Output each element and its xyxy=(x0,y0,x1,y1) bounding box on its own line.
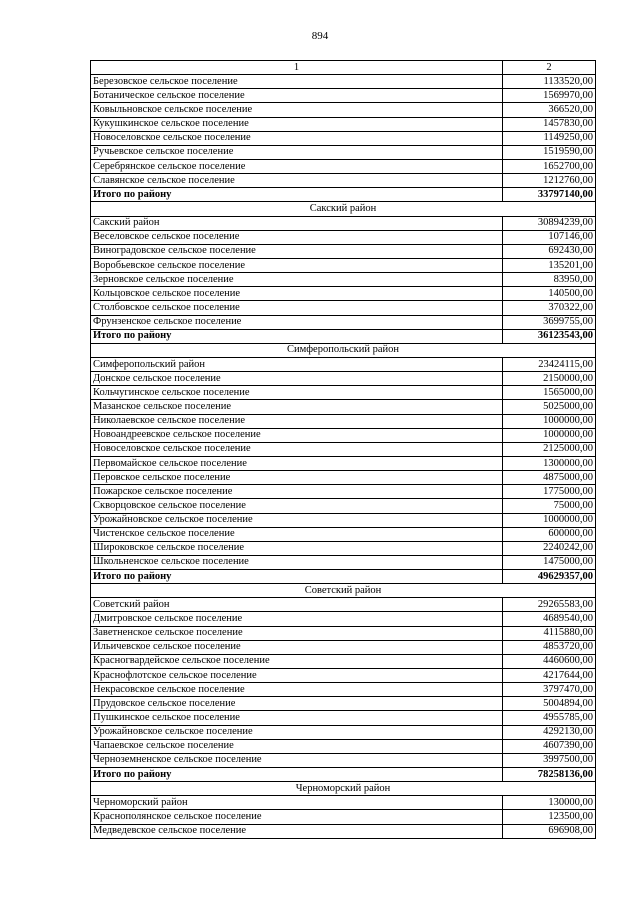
settlement-name: Кукушкинское сельское поселение xyxy=(91,117,503,131)
amount: 123500,00 xyxy=(503,810,596,824)
amount: 3997500,00 xyxy=(503,753,596,767)
amount: 1149250,00 xyxy=(503,131,596,145)
table-row xyxy=(91,273,596,287)
settlement-name: Ручьевское сельское поселение xyxy=(91,145,503,159)
table-row xyxy=(91,372,596,386)
table-row xyxy=(91,145,596,159)
table-row xyxy=(91,244,596,258)
amount: 4853720,00 xyxy=(503,640,596,654)
table-row xyxy=(91,810,596,824)
amount: 140500,00 xyxy=(503,287,596,301)
table-body xyxy=(91,61,596,839)
table-row xyxy=(91,258,596,272)
amount: 4460600,00 xyxy=(503,654,596,668)
table-row xyxy=(91,442,596,456)
amount: 83950,00 xyxy=(503,273,596,287)
amount: 29265583,00 xyxy=(503,598,596,612)
amount: 1775000,00 xyxy=(503,485,596,499)
table-row xyxy=(91,287,596,301)
amount: 1000000,00 xyxy=(503,414,596,428)
table-row xyxy=(91,527,596,541)
settlement-name: Красногвардейское сельское поселение xyxy=(91,654,503,668)
district-heading-row xyxy=(91,782,596,796)
header-col-2: 2 xyxy=(503,61,596,75)
total-label: Итого по району xyxy=(91,768,503,782)
amount: 1000000,00 xyxy=(503,513,596,527)
settlement-name: Прудовское сельское поселение xyxy=(91,697,503,711)
table-row xyxy=(91,131,596,145)
settlement-name: Донское сельское поселение xyxy=(91,372,503,386)
amount: 4292130,00 xyxy=(503,725,596,739)
amount: 4689540,00 xyxy=(503,612,596,626)
amount: 3797470,00 xyxy=(503,683,596,697)
table-row xyxy=(91,626,596,640)
settlement-name: Воробьевское сельское поселение xyxy=(91,258,503,272)
amount: 2150000,00 xyxy=(503,372,596,386)
amount: 130000,00 xyxy=(503,796,596,810)
settlement-name: Николаевское сельское поселение xyxy=(91,414,503,428)
total-label: Итого по району xyxy=(91,329,503,343)
total-label: Итого по району xyxy=(91,570,503,584)
settlement-name: Ботаническое сельское поселение xyxy=(91,89,503,103)
table-row xyxy=(91,315,596,329)
district-total-row xyxy=(91,570,596,584)
settlement-name: Веселовское сельское поселение xyxy=(91,230,503,244)
table-row xyxy=(91,796,596,810)
amount: 1300000,00 xyxy=(503,456,596,470)
table-row xyxy=(91,386,596,400)
amount: 30894239,00 xyxy=(503,216,596,230)
settlement-name: Новоандреевское сельское поселение xyxy=(91,428,503,442)
amount: 75000,00 xyxy=(503,499,596,513)
settlement-name: Черноземненское сельское поселение xyxy=(91,753,503,767)
settlement-name: Урожайновское сельское поселение xyxy=(91,725,503,739)
table-row xyxy=(91,555,596,569)
table-row xyxy=(91,428,596,442)
table-row xyxy=(91,697,596,711)
settlement-name: Ковыльновское сельское поселение xyxy=(91,103,503,117)
settlement-name: Ильичевское сельское поселение xyxy=(91,640,503,654)
amount: 1212760,00 xyxy=(503,174,596,188)
table-row xyxy=(91,824,596,838)
table-row xyxy=(91,669,596,683)
table-row xyxy=(91,159,596,173)
settlement-name: Чапаевское сельское поселение xyxy=(91,739,503,753)
table-row xyxy=(91,230,596,244)
table-row xyxy=(91,75,596,89)
settlement-name: Сакский район xyxy=(91,216,503,230)
district-total-row xyxy=(91,768,596,782)
amount: 4217644,00 xyxy=(503,669,596,683)
amount: 366520,00 xyxy=(503,103,596,117)
amount: 5025000,00 xyxy=(503,400,596,414)
page-number: 894 xyxy=(311,30,329,42)
amount: 2125000,00 xyxy=(503,442,596,456)
amount: 1565000,00 xyxy=(503,386,596,400)
table-row xyxy=(91,654,596,668)
total-amount: 49629357,00 xyxy=(503,570,596,584)
budget-table xyxy=(90,60,596,839)
amount: 2240242,00 xyxy=(503,541,596,555)
district-total-row xyxy=(91,188,596,202)
amount: 4955785,00 xyxy=(503,711,596,725)
settlement-name: Краснофлотское сельское поселение xyxy=(91,669,503,683)
settlement-name: Зерновское сельское поселение xyxy=(91,273,503,287)
amount: 600000,00 xyxy=(503,527,596,541)
table-row xyxy=(91,471,596,485)
settlement-name: Новоселовское сельское поселение xyxy=(91,131,503,145)
district-heading-row xyxy=(91,584,596,598)
table-row xyxy=(91,103,596,117)
table-row xyxy=(91,216,596,230)
header-row xyxy=(91,61,596,75)
settlement-name: Столбовское сельское поселение xyxy=(91,301,503,315)
settlement-name: Заветненское сельское поселение xyxy=(91,626,503,640)
settlement-name: Первомайское сельское поселение xyxy=(91,456,503,470)
amount: 107146,00 xyxy=(503,230,596,244)
table-row xyxy=(91,598,596,612)
settlement-name: Краснополянское сельское поселение xyxy=(91,810,503,824)
table-row xyxy=(91,357,596,371)
settlement-name: Кольчугинское сельское поселение xyxy=(91,386,503,400)
district-total-row xyxy=(91,329,596,343)
district-heading: Сакский район xyxy=(91,202,596,216)
table-row xyxy=(91,174,596,188)
amount: 4607390,00 xyxy=(503,739,596,753)
settlement-name: Пожарское сельское поселение xyxy=(91,485,503,499)
district-heading-row xyxy=(91,343,596,357)
district-heading: Симферопольский район xyxy=(91,343,596,357)
amount: 1000000,00 xyxy=(503,428,596,442)
settlement-name: Симферопольский район xyxy=(91,357,503,371)
settlement-name: Широковское сельское поселение xyxy=(91,541,503,555)
settlement-name: Березовское сельское поселение xyxy=(91,75,503,89)
total-amount: 78258136,00 xyxy=(503,768,596,782)
settlement-name: Виноградовское сельское поселение xyxy=(91,244,503,258)
table-row xyxy=(91,513,596,527)
table-row xyxy=(91,541,596,555)
amount: 1652700,00 xyxy=(503,159,596,173)
settlement-name: Черноморский район xyxy=(91,796,503,810)
settlement-name: Советский район xyxy=(91,598,503,612)
table-row xyxy=(91,753,596,767)
settlement-name: Серебрянское сельское поселение xyxy=(91,159,503,173)
settlement-name: Чистенское сельское поселение xyxy=(91,527,503,541)
table-row xyxy=(91,725,596,739)
amount: 1519590,00 xyxy=(503,145,596,159)
settlement-name: Кольцовское сельское поселение xyxy=(91,287,503,301)
table-row xyxy=(91,400,596,414)
settlement-name: Скворцовское сельское поселение xyxy=(91,499,503,513)
amount: 4875000,00 xyxy=(503,471,596,485)
settlement-name: Пушкинское сельское поселение xyxy=(91,711,503,725)
district-heading: Черноморский район xyxy=(91,782,596,796)
table-row xyxy=(91,640,596,654)
table-row xyxy=(91,89,596,103)
total-amount: 36123543,00 xyxy=(503,329,596,343)
amount: 5004894,00 xyxy=(503,697,596,711)
settlement-name: Перовское сельское поселение xyxy=(91,471,503,485)
table-row xyxy=(91,485,596,499)
amount: 692430,00 xyxy=(503,244,596,258)
settlement-name: Школьненское сельское поселение xyxy=(91,555,503,569)
table-row xyxy=(91,499,596,513)
total-amount: 33797140,00 xyxy=(503,188,596,202)
district-heading: Советский район xyxy=(91,584,596,598)
settlement-name: Дмитровское сельское поселение xyxy=(91,612,503,626)
amount: 1133520,00 xyxy=(503,75,596,89)
table-row xyxy=(91,456,596,470)
amount: 135201,00 xyxy=(503,258,596,272)
settlement-name: Славянское сельское поселение xyxy=(91,174,503,188)
amount: 696908,00 xyxy=(503,824,596,838)
settlement-name: Медведевское сельское поселение xyxy=(91,824,503,838)
district-heading-row xyxy=(91,202,596,216)
settlement-name: Урожайновское сельское поселение xyxy=(91,513,503,527)
table-row xyxy=(91,711,596,725)
settlement-name: Мазанское сельское поселение xyxy=(91,400,503,414)
settlement-name: Фрунзенское сельское поселение xyxy=(91,315,503,329)
amount: 370322,00 xyxy=(503,301,596,315)
amount: 3699755,00 xyxy=(503,315,596,329)
amount: 23424115,00 xyxy=(503,357,596,371)
settlement-name: Некрасовское сельское поселение xyxy=(91,683,503,697)
table-row xyxy=(91,301,596,315)
table-row xyxy=(91,683,596,697)
amount: 1569970,00 xyxy=(503,89,596,103)
header-col-1: 1 xyxy=(91,61,503,75)
amount: 4115880,00 xyxy=(503,626,596,640)
total-label: Итого по району xyxy=(91,188,503,202)
table-row xyxy=(91,117,596,131)
table-row xyxy=(91,612,596,626)
amount: 1457830,00 xyxy=(503,117,596,131)
amount: 1475000,00 xyxy=(503,555,596,569)
settlement-name: Новоселовское сельское поселение xyxy=(91,442,503,456)
table-row xyxy=(91,739,596,753)
table-row xyxy=(91,414,596,428)
